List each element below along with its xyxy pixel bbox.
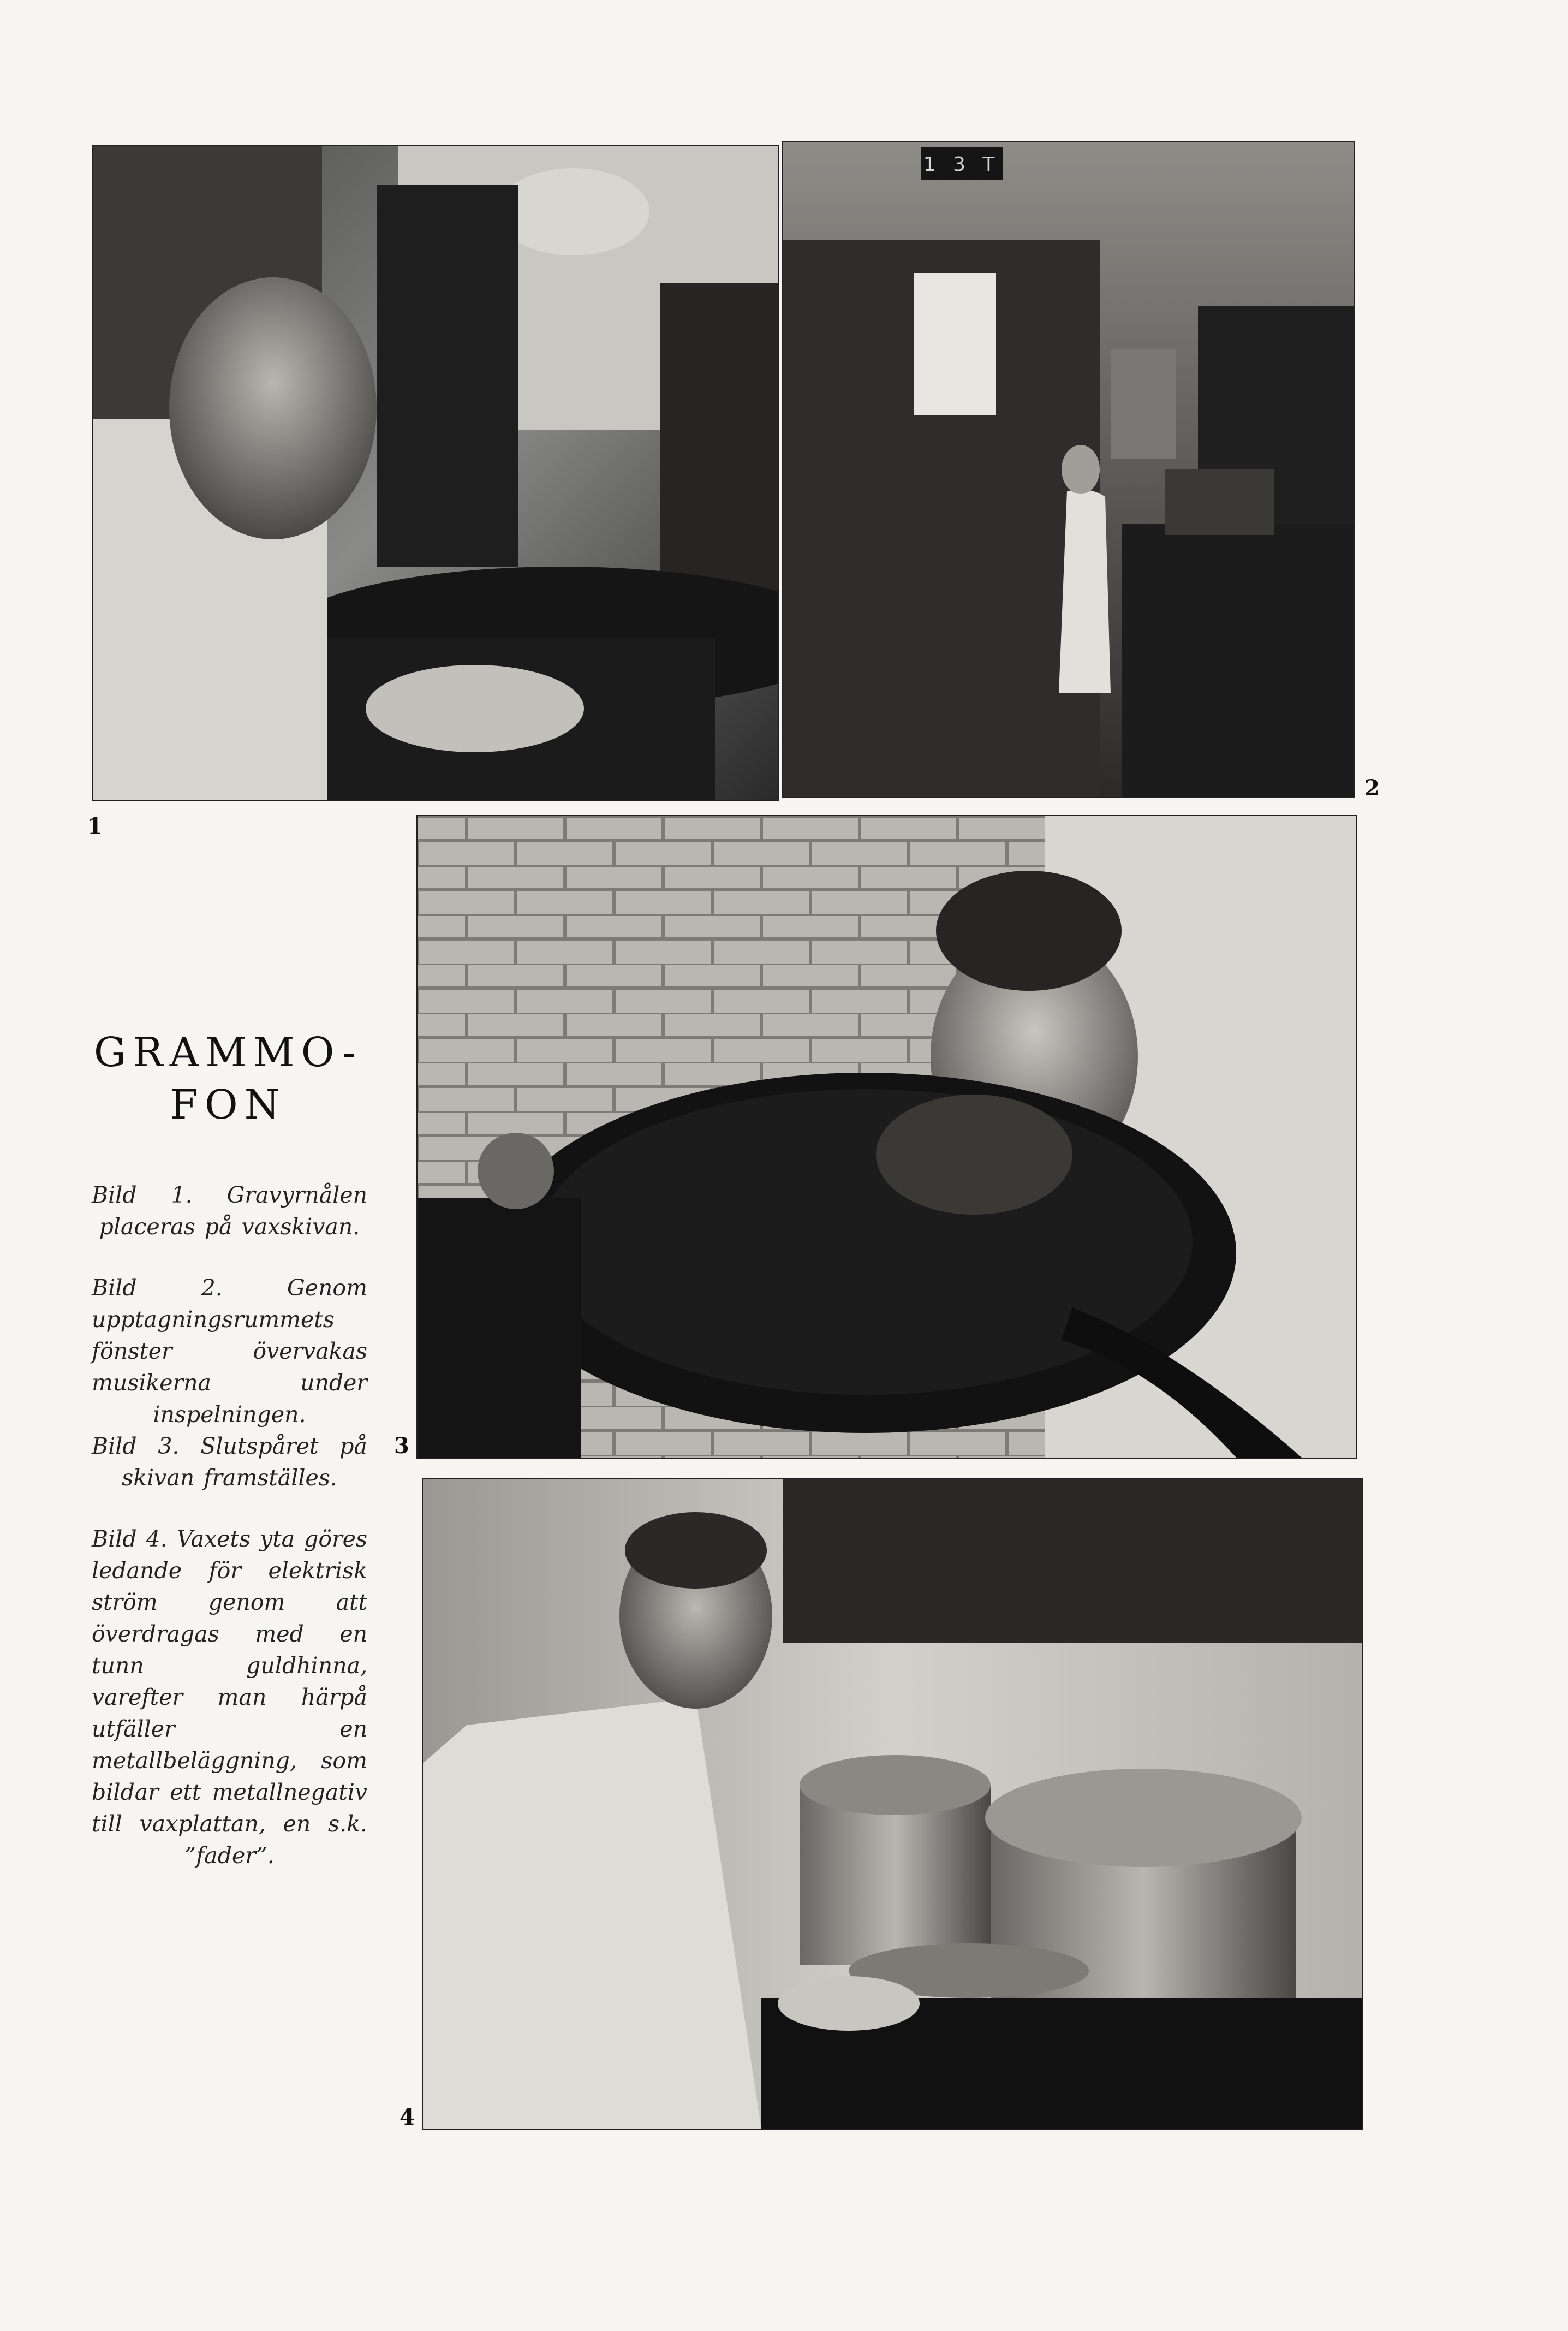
figure-number-2: 2 (1364, 775, 1380, 801)
photo-3-final-groove (418, 816, 1356, 1458)
photo-2-image (783, 142, 1354, 797)
caption-figure-1: Bild 1. Gravyrnålen placeras på vaxskivan. (92, 1182, 367, 1240)
caption-figure-2: Bild 2. Genom upptagningsrummets fönster övervakas musikerna under inspelningen. (92, 1275, 367, 1428)
page-title (92, 1026, 365, 1131)
photo-4-gold-plating (423, 1479, 1362, 2129)
figure-number-1: 1 (87, 813, 103, 839)
page-title-line-1: GRAMMO- (93, 1029, 363, 1076)
figure-number-3: 3 (394, 1433, 409, 1459)
photo-1-engraving-needle (93, 146, 778, 800)
caption-figure-4: Bild 4. Vaxets yta göres ledande för elektrisk ström genom att överdragas med en tunn guldhinna, varefter man härpå utfäller en metallbeläggning, som bildar ett metallnegativ till vaxplattan, en s.k. ”fader”. (92, 1526, 367, 1869)
photo-1-image (93, 146, 778, 800)
photo-3-image (418, 816, 1356, 1458)
photo-4-image (423, 1479, 1362, 2129)
figure-number-4: 4 (400, 2104, 415, 2130)
photo-2-recording-room (783, 142, 1354, 797)
room-sign-text: 1 3 T (923, 153, 1000, 176)
page-title-line-2: FON (170, 1081, 287, 1128)
caption-figure-3: Bild 3. Slutspåret på skivan framställes. (92, 1433, 367, 1491)
